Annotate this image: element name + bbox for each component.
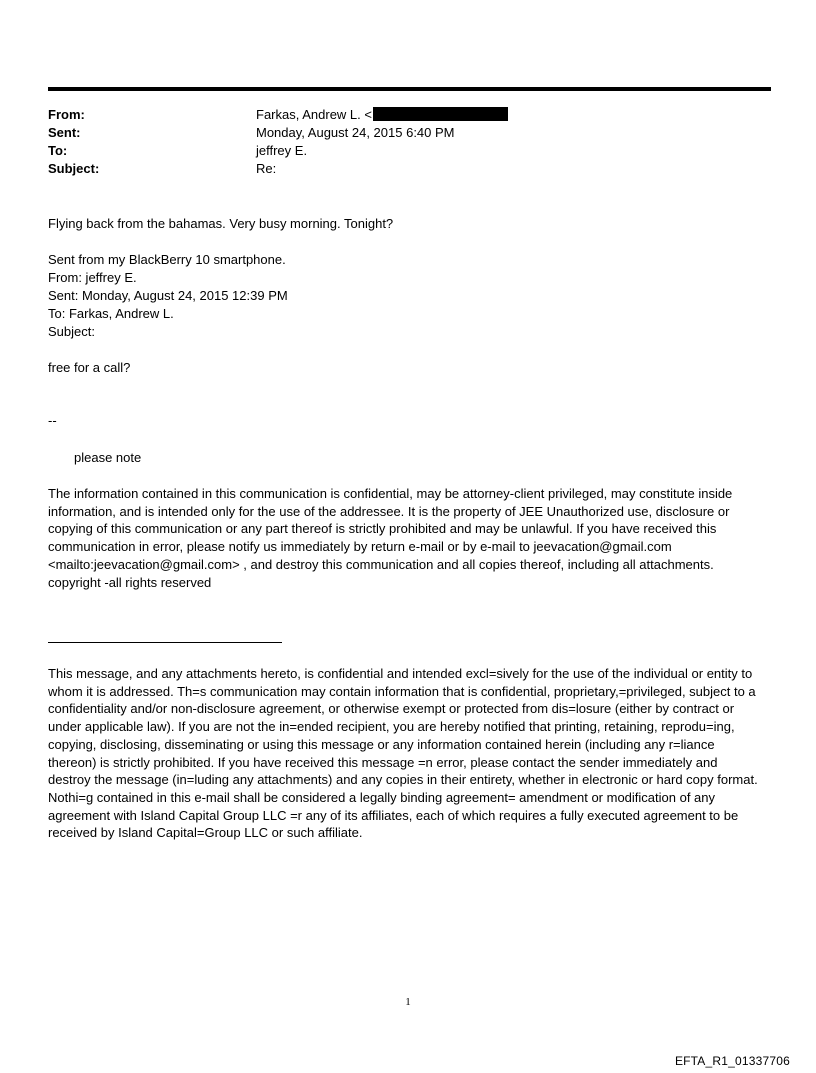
to-label: To: <box>48 143 68 158</box>
from-name: Farkas, Andrew L. < <box>256 107 372 122</box>
redaction-block <box>373 107 508 121</box>
quoted-sent: Sent: Monday, August 24, 2015 12:39 PM <box>48 288 288 303</box>
from-value <box>256 106 508 124</box>
quoted-from: From: jeffrey E. <box>48 270 137 285</box>
header-rule <box>48 87 771 91</box>
bates-number: EFTA_R1_01337706 <box>674 1054 790 1068</box>
signature-dashes: -- <box>48 413 57 428</box>
island-disclaimer: This message, and any attachments hereto, is confidential and intended excl=sively for the use of the individual or entity to whom it is addressed. Th=s communication may contain information that is confidential, proprietary,=privileged, subject to a confidentiality and/or non-disclosure agreement, or otherwise exempt or protected from dis=losure (either by contract or under applicable law). If you are not the in=ended recipient, you are hereby notified that printing, retaining, reprodu=ing, copying, disclosing, disseminating or using this message or any information contained herein (including any r=liance thereon) is strictly prohibited. If you have received this message =n error, please contact the sender immediately and destroy the message (in=luding any attachments) and any copies in their entirety, whether in electronic or hard copy format. Nothi=g contained in this e-mail shall be considered a legally binding agreement= amendment or modification of any agreement with Island Capital Group LLC =r any of its affiliates, each of which requires a fully executed agreement to be received by Island Capital=Group LLC or such affiliate. <box>48 666 758 841</box>
reply-text: Flying back from the bahamas. Very busy morning. Tonight? <box>48 216 394 231</box>
separator-rule <box>48 642 282 643</box>
quoted-text: free for a call? <box>48 360 131 375</box>
subject-label: Subject: <box>48 161 100 176</box>
quoted-to: To: Farkas, Andrew L. <box>48 306 174 321</box>
from-label: From: <box>48 107 85 122</box>
page-number: 1 <box>405 996 411 1008</box>
jee-disclaimer: The information contained in this communication is confidential, may be attorney-client privileged, may constitute inside information, and is intended only for the use of the addressee. It is the property of JEE Unauthorized use, disclosure or copying of this communication or any part thereof is strictly prohibited and may be unlawful. If you have received this communication in error, please notify us immediately by return e-mail or by e-mail to jeevacation@gmail.com <mailto:jeevacation@gmail.com> , and destroy this communication and all copies thereof, including all attachments. copyright -all rights reserved <box>48 486 733 590</box>
subject-value: Re: <box>256 161 277 176</box>
please-note: please note <box>74 450 142 465</box>
sent-value: Monday, August 24, 2015 6:40 PM <box>256 125 455 140</box>
sent-label: Sent: <box>48 125 81 140</box>
quoted-subject: Subject: <box>48 324 95 339</box>
quoted-signature: Sent from my BlackBerry 10 smartphone. <box>48 252 286 267</box>
to-value: jeffrey E. <box>256 143 308 158</box>
